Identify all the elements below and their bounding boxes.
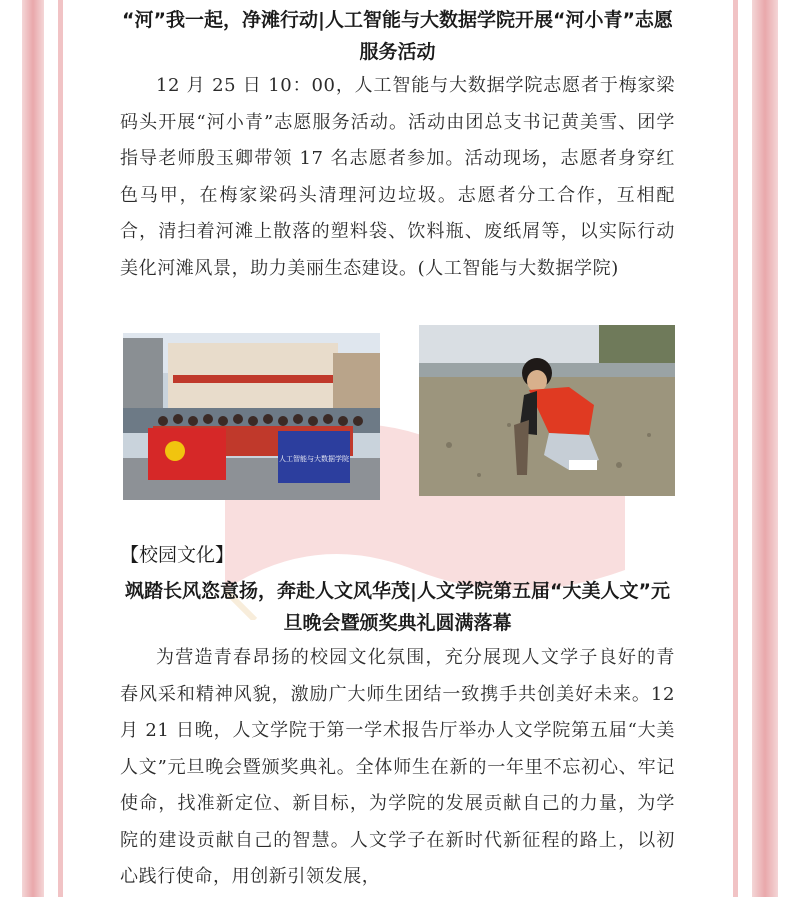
group-photo: [123, 333, 380, 500]
section-label: 【校园文化】: [120, 544, 235, 566]
left-border-line: [58, 0, 63, 897]
left-border-band: [22, 0, 44, 897]
banner-text: 人工智能与大数据学院: [279, 455, 349, 463]
right-border-line: [733, 0, 738, 897]
article1-title: “河”我一起，净滩行动|人工智能与大数据学院开展“河小青”志愿服务活动: [122, 9, 673, 63]
article1-body: 12 月 25 日 10：00，人工智能与大数据学院志愿者于梅家梁码头开展“河小青”志愿服务活动。活动由团总支书记黄美雪、团学指导老师殷玉卿带领 17 名志愿者参加。活动现场，志愿者身穿红色马甲，在梅家梁码头清理河边垃圾。志愿者分工合作，互相配合，清扫着河滩上散落的塑料袋、饮料瓶、废纸屑等，以实际行动美化河滩风景，助力美丽生态建设。(人工智能与大数据学院): [120, 75, 675, 279]
volunteer-photo: [419, 325, 675, 496]
article2-title: 飒踏长风恣意扬，奔赴人文风华茂|人文学院第五届“大美人文”元旦晚会暨颁奖典礼圆满落幕: [125, 580, 670, 634]
article2-body: 为营造青春昂扬的校园文化氛围，充分展现人文学子良好的青春风采和精神风貌，激励广大师生团结一致携手共创美好未来。12 月 21 日晚，人文学院于第一学术报告厅举办人文学院第五届“大美人文”元旦晚会暨颁奖典礼。全体师生在新的一年里不忘初心、牢记使命，找准新定位、新目标，为学院的发展贡献自己的力量，为学院的建设贡献自己的智慧。人文学子在新时代新征程的路上，以初心践行使命，用创新引领发展，: [120, 647, 675, 887]
right-border-band: [752, 0, 778, 897]
